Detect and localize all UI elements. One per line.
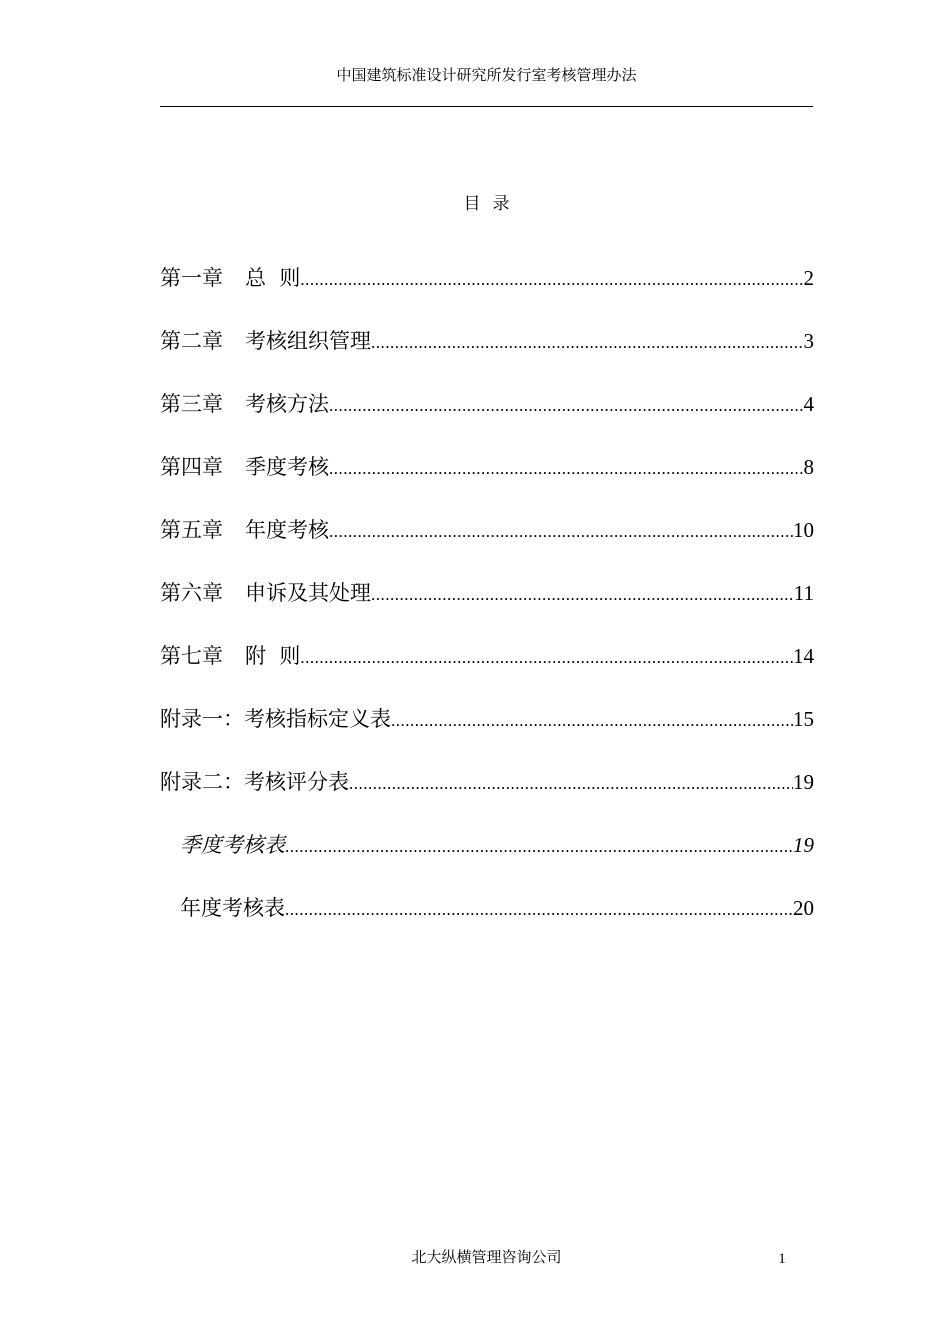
table-of-contents [160,262,814,955]
toc-entry[interactable] [160,262,814,325]
toc-entry-text [160,325,371,357]
toc-subentry[interactable] [160,892,814,955]
toc-chapter-title: 季度考核 [245,455,329,479]
toc-page-number: 2 [803,266,814,290]
toc-entry-text [160,577,371,609]
toc-page-number: 14 [793,644,814,668]
footer-page-number: 1 [778,1251,786,1267]
toc-entry-text [160,640,300,672]
toc-dot-leader [391,705,793,737]
toc-entry-text [160,262,300,294]
toc-page-number: 19 [793,833,814,857]
toc-chapter-number: 第一章 [160,266,223,290]
toc-chapter-title: 考核方法 [245,392,329,416]
toc-appendix-title: 附录二：考核评分表 [160,770,349,794]
toc-dot-leader [300,642,793,674]
toc-entry[interactable] [160,577,814,640]
header-divider [160,106,813,107]
toc-page-number: 8 [803,455,814,479]
running-header: 中国建筑标准设计研究所发行室考核管理办法 [336,66,637,84]
toc-chapter-number: 第六章 [160,581,223,605]
toc-entry[interactable] [160,703,814,766]
toc-subentry[interactable] [160,829,814,892]
toc-dot-leader [371,579,794,611]
toc-dot-leader [329,516,793,548]
toc-page-number: 4 [803,392,814,416]
toc-chapter-number: 第三章 [160,392,223,416]
toc-dot-leader [285,831,793,863]
toc-dot-leader [349,768,793,800]
toc-subentry-title: 年度考核表 [180,896,285,920]
toc-chapter-title: 申诉及其处理 [245,581,371,605]
toc-page-number: 19 [793,770,814,794]
toc-dot-leader [329,453,804,485]
toc-dot-leader [300,264,803,296]
toc-chapter-number: 第五章 [160,518,223,542]
toc-title: 目录 [463,194,522,214]
toc-chapter-title: 附 则 [245,644,301,668]
toc-entry-text [160,388,329,420]
toc-chapter-number: 第七章 [160,644,223,668]
toc-entry[interactable] [160,325,814,388]
toc-page-number: 3 [803,329,814,353]
toc-dot-leader [285,894,793,926]
toc-page-number: 20 [793,896,814,920]
toc-dot-leader [329,390,804,422]
toc-chapter-number: 第四章 [160,455,223,479]
toc-entry[interactable] [160,766,814,829]
toc-entry[interactable] [160,514,814,577]
toc-page-number: 15 [793,707,814,731]
toc-entry[interactable] [160,451,814,514]
toc-page-number: 10 [793,518,814,542]
toc-chapter-title: 年度考核 [245,518,329,542]
toc-dot-leader [371,327,804,359]
toc-entry-text [160,514,329,546]
toc-appendix-title: 附录一：考核指标定义表 [160,707,391,731]
toc-chapter-number: 第二章 [160,329,223,353]
toc-entry[interactable] [160,640,814,703]
toc-entry[interactable] [160,388,814,451]
footer-company: 北大纵横管理咨询公司 [411,1248,562,1266]
toc-page-number: 11 [793,581,814,605]
toc-entry-text [160,451,329,483]
toc-chapter-title: 考核组织管理 [245,329,371,353]
toc-chapter-title: 总 则 [245,266,301,290]
toc-subentry-title: 季度考核表 [180,833,285,857]
